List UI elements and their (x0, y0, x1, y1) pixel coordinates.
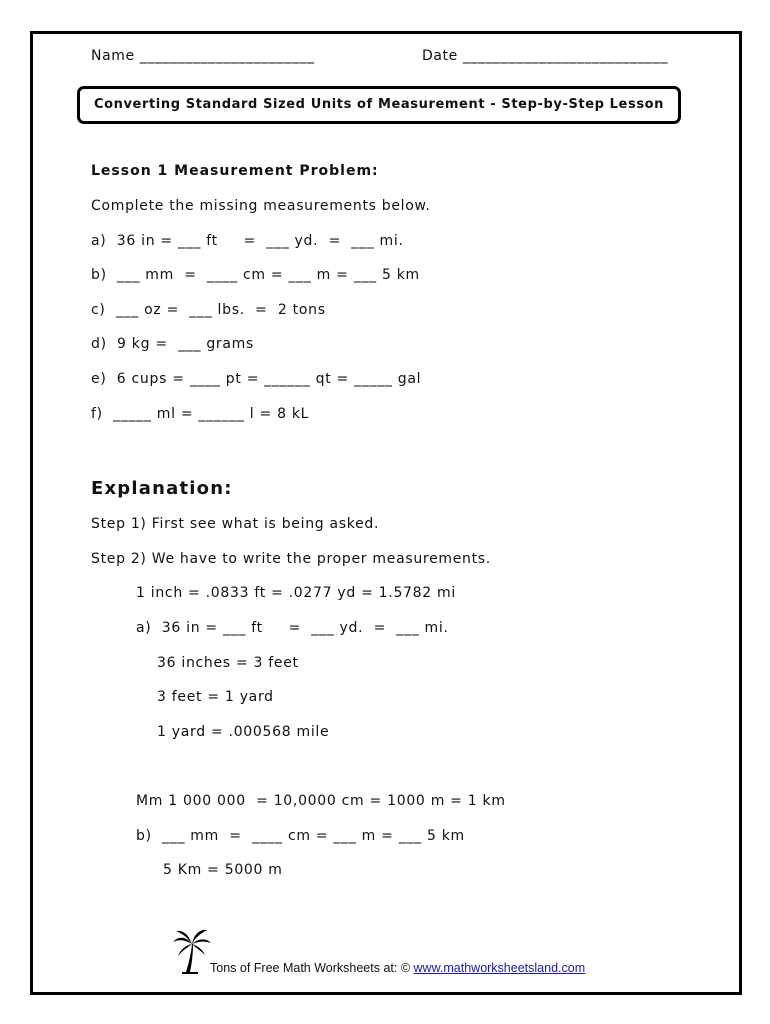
example-a: a) 36 in = ___ ft = ___ yd. = ___ mi. (136, 620, 449, 636)
website-link[interactable]: www.mathworksheetsland.com (413, 961, 586, 975)
step-1: Step 1) First see what is being asked. (91, 516, 380, 532)
problem-b: b) ___ mm = ____ cm = ___ m = ___ 5 km (91, 267, 420, 283)
problem-a: a) 36 in = ___ ft = ___ yd. = ___ mi. (91, 233, 404, 249)
lesson-heading: Lesson 1 Measurement Problem: (91, 163, 379, 179)
example-a-step: 1 yard = .000568 mile (157, 724, 330, 740)
explanation-heading: Explanation: (91, 478, 233, 499)
problem-d: d) 9 kg = ___ grams (91, 336, 254, 352)
page-title: Converting Standard Sized Units of Measurement - Step-by-Step Lesson (93, 97, 665, 112)
lesson-instruction: Complete the missing measurements below. (91, 198, 431, 214)
example-b: b) ___ mm = ____ cm = ___ m = ___ 5 km (136, 828, 465, 844)
metric-line: Mm 1 000 000 = 10,0000 cm = 1000 m = 1 km (136, 793, 506, 809)
palm-tree-icon (172, 928, 212, 974)
example-a-step: 36 inches = 3 feet (157, 655, 299, 671)
date-field[interactable]: Date ___________________________ (422, 48, 669, 64)
footer-text: Tons of Free Math Worksheets at: © (210, 961, 414, 975)
step-2: Step 2) We have to write the proper measurements. (91, 551, 491, 567)
footer-credit (210, 961, 585, 975)
problem-f: f) _____ ml = ______ l = 8 kL (91, 406, 310, 422)
conversion-line: 1 inch = .0833 ft = .0277 yd = 1.5782 mi (136, 585, 456, 601)
example-b-step: 5 Km = 5000 m (163, 862, 283, 878)
problem-c: c) ___ oz = ___ lbs. = 2 tons (91, 302, 326, 318)
problem-e: e) 6 cups = ____ pt = ______ qt = _____ gal (91, 371, 422, 387)
example-a-step: 3 feet = 1 yard (157, 689, 274, 705)
title-box (77, 86, 681, 124)
name-field[interactable]: Name _______________________ (91, 48, 315, 64)
